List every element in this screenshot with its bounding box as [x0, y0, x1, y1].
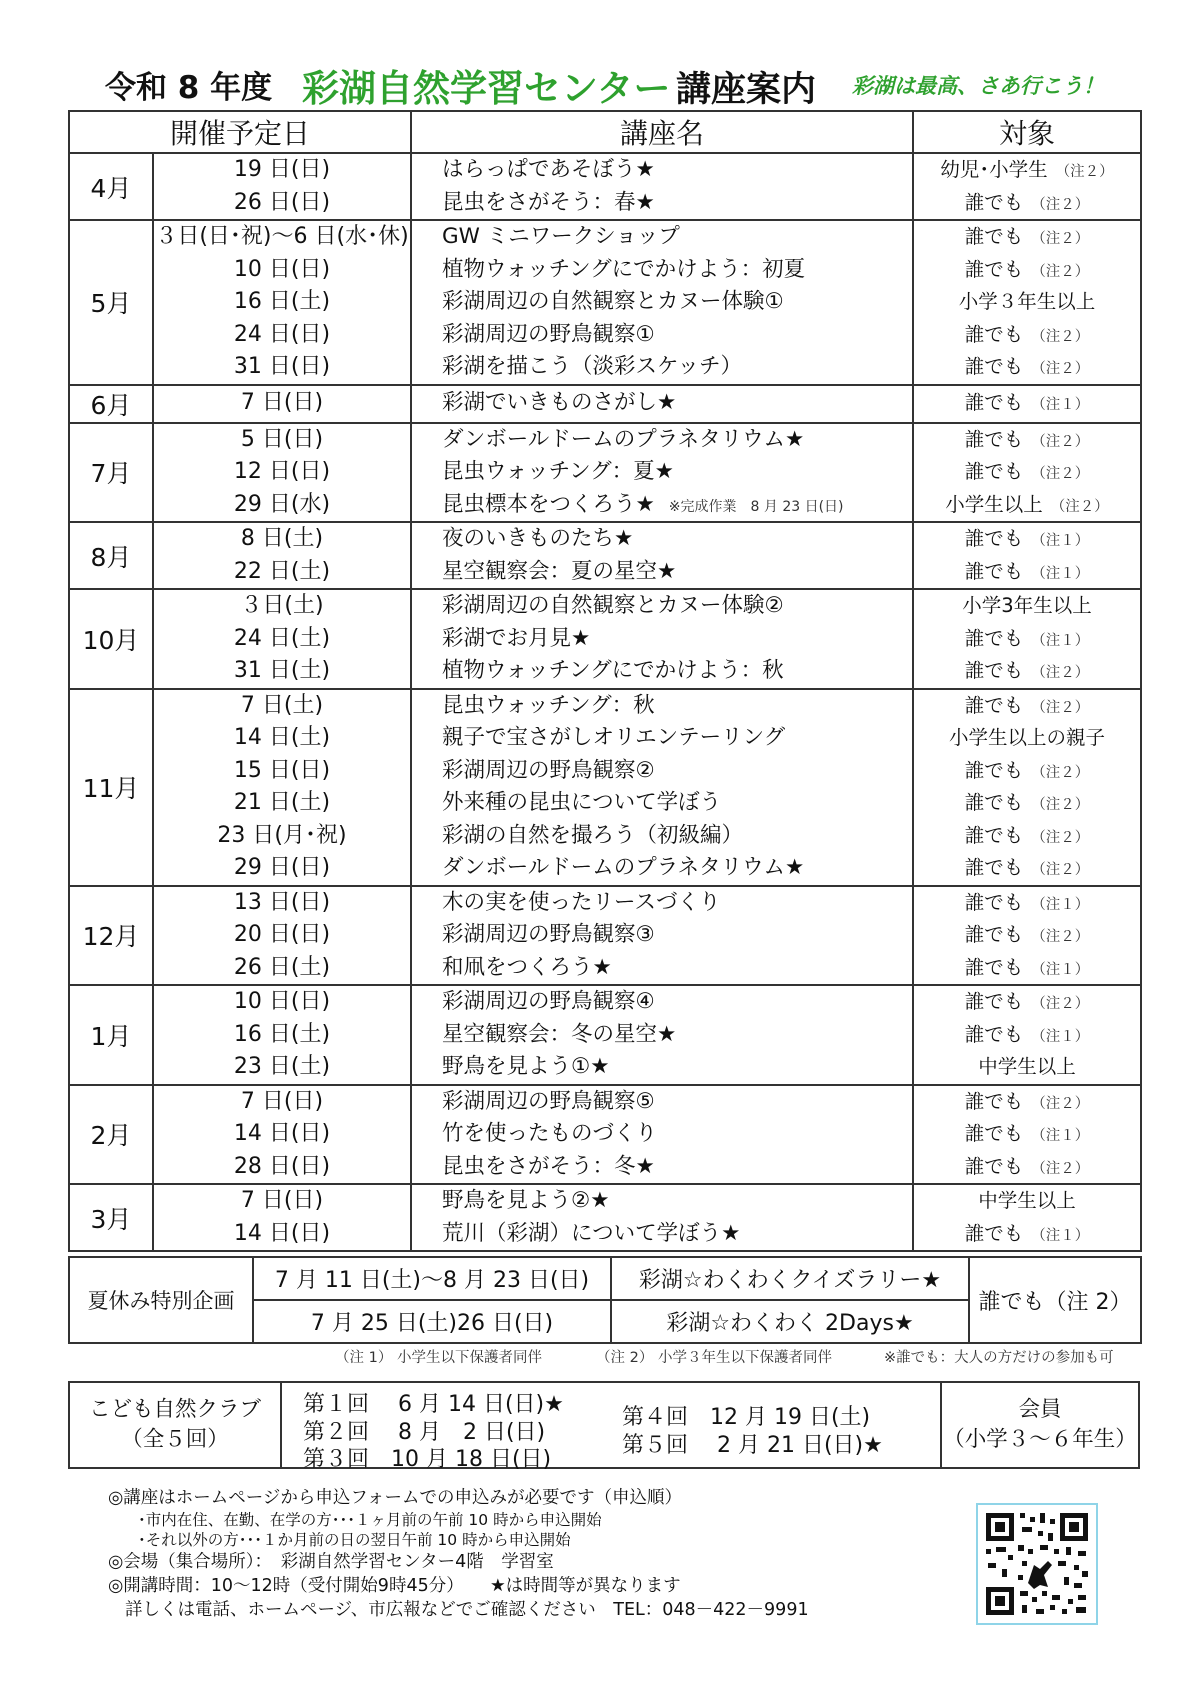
course-name [412, 1185, 912, 1218]
target-audience-text: 誰でも [964, 460, 1024, 483]
target-audience [914, 351, 1140, 384]
target-audience [914, 154, 1140, 187]
target-note: （注２） [1031, 797, 1090, 813]
target-audience-text: 誰でも [964, 257, 1024, 281]
target-audience-text: 誰でも [964, 1089, 1024, 1113]
date-cell [153, 220, 411, 385]
event-date: ３日(土) [240, 593, 324, 618]
target-audience [914, 820, 1140, 853]
summer-target: 誰でも（注 2） [969, 1257, 1141, 1343]
course-name [412, 986, 912, 1019]
event-date: 7 日(日) [240, 390, 324, 416]
target-note: （注２） [1031, 1160, 1090, 1177]
course-name-cell [411, 423, 913, 523]
course-name-text: 彩湖周辺の野鳥観察③ [442, 922, 655, 947]
target-audience [914, 690, 1140, 723]
header-center-name: 彩湖自然学習センター [302, 67, 671, 110]
course-name [412, 1151, 912, 1184]
month-label: 12月 [69, 886, 153, 986]
month-label: 3月 [69, 1184, 153, 1251]
course-name [412, 787, 912, 820]
month-row-11 [69, 1184, 1141, 1251]
target-audience-text: 誰でも [964, 1122, 1024, 1145]
course-name-text: 彩湖を描こう（淡彩スケッチ） [442, 354, 742, 379]
month-row-8 [69, 886, 1141, 986]
course-name [412, 187, 912, 220]
column-header-target: 対象 [913, 111, 1141, 153]
course-name [412, 623, 912, 656]
target-audience-text: 誰でも [964, 391, 1024, 415]
course-name [412, 1019, 912, 1052]
target-cell [913, 689, 1141, 886]
target-cell [913, 589, 1141, 689]
course-name [412, 919, 912, 952]
course-name-text: 昆虫標本をつくろう★ [442, 491, 655, 517]
month-row-7 [69, 689, 1141, 886]
course-name-text: 彩湖周辺の自然観察とカヌー体験① [442, 289, 784, 314]
target-audience-text: 誰でも [964, 527, 1024, 550]
event-date: 23 日(月･祝) [217, 822, 347, 848]
target-audience [914, 286, 1140, 319]
target-audience-text: 小学生以上 [945, 492, 1043, 516]
course-name-text: 昆虫ウォッチング：秋 [442, 692, 655, 718]
club-target-members: 会員 [1018, 1397, 1062, 1422]
month-row-5 [69, 522, 1141, 589]
event-date: 23 日(土) [233, 1054, 331, 1079]
date-cell [153, 385, 411, 423]
course-name-text: 彩湖周辺の野鳥観察④ [442, 989, 655, 1014]
course-name [412, 556, 912, 589]
event-date: 26 日(日) [233, 189, 331, 215]
target-note: （注２） [1031, 1095, 1090, 1112]
course-name-cell [411, 985, 913, 1085]
target-note: （注２） [1031, 764, 1090, 781]
date-cell [153, 985, 411, 1085]
month-row-1 [69, 153, 1141, 220]
course-name-text: 彩湖でお月見★ [442, 625, 591, 651]
course-name [412, 387, 912, 420]
month-label: 4月 [69, 153, 153, 220]
target-note: （注２） [1031, 231, 1090, 247]
course-name [412, 489, 912, 522]
info-hours: ◎開講時間：10～12時（受付開始9時45分） ★は時間等が異なります [108, 1576, 681, 1596]
event-date: 28 日(日) [233, 1153, 331, 1179]
course-name-text: 親子で宝さがしオリエンテーリング [442, 725, 786, 750]
event-date: 16 日(土) [233, 1021, 331, 1047]
date-cell [153, 689, 411, 886]
course-name [412, 523, 912, 556]
course-name-text: 外来種の昆虫について学ぼう [442, 790, 722, 815]
course-name-text: 荒川（彩湖）について学ぼう★ [442, 1220, 741, 1246]
target-note: （注１） [1031, 1128, 1090, 1144]
target-audience-text: 小学生以上の親子 [949, 726, 1106, 749]
target-audience-text: 誰でも [964, 758, 1024, 782]
date-cell [153, 153, 411, 220]
course-name-text: 彩湖周辺の野鳥観察⑤ [442, 1088, 655, 1114]
target-audience-text: 誰でも [964, 955, 1024, 979]
course-name [412, 690, 912, 723]
month-label: 1月 [69, 985, 153, 1085]
club-label [70, 1383, 282, 1467]
course-name-cell [411, 689, 913, 886]
course-name [412, 1218, 912, 1251]
summer-name-2: 彩湖☆わくわく 2Days★ [611, 1300, 969, 1343]
course-name [412, 655, 912, 688]
info-application: ◎講座はホームページから申込フォームでの申込みが必要です（申込順） [108, 1488, 683, 1508]
course-name-cell [411, 385, 913, 423]
club-session-4: 第４回 12 月 19 日(土) [622, 1405, 871, 1430]
month-label: 8月 [69, 522, 153, 589]
event-date: 8 日(土) [240, 526, 324, 551]
target-cell [913, 886, 1141, 986]
target-audience [914, 852, 1140, 885]
month-label: 5月 [69, 220, 153, 385]
month-row-3 [69, 385, 1141, 423]
target-audience [914, 1185, 1140, 1218]
course-name [412, 351, 912, 384]
course-name [412, 820, 912, 853]
event-date: 19 日(日) [233, 157, 331, 182]
target-audience [914, 623, 1140, 656]
event-date: 16 日(土) [233, 289, 331, 314]
course-name-cell [411, 1184, 913, 1251]
course-name-cell [411, 589, 913, 689]
event-date: 24 日(土) [233, 625, 331, 651]
event-date: 31 日(土) [233, 658, 331, 683]
target-audience [914, 887, 1140, 920]
target-audience [914, 187, 1140, 220]
date-cell [153, 1184, 411, 1251]
target-audience [914, 523, 1140, 556]
target-audience-text: 小学3年生以上 [962, 594, 1092, 617]
target-audience-text: 誰でも [964, 626, 1024, 650]
course-name [412, 952, 912, 985]
event-date: 14 日(日) [233, 1220, 331, 1246]
event-date: 14 日(日) [233, 1121, 331, 1146]
target-audience-text: 誰でも [964, 559, 1024, 583]
target-audience-text: 誰でも [964, 791, 1024, 814]
club-session-5: 第５回 2 月 21 日(日)★ [622, 1433, 883, 1458]
course-name [412, 254, 912, 287]
course-name [412, 1118, 912, 1151]
course-name [412, 221, 912, 254]
target-audience-text: 誰でも [964, 659, 1024, 682]
course-name-text: はらっぱであそぼう★ [442, 157, 655, 182]
target-cell [913, 153, 1141, 220]
month-label: 7月 [69, 423, 153, 523]
target-note: （注２） [1031, 263, 1090, 280]
event-date: 22 日(土) [233, 558, 331, 584]
legend-note-2: （注 2） 小学３年生以下保護者同伴 [596, 1350, 832, 1366]
course-name-cell [411, 522, 913, 589]
header-suffix: 講座案内 [676, 70, 817, 110]
event-date: 15 日(日) [233, 757, 331, 783]
target-note: （注２） [1031, 466, 1090, 482]
target-audience [914, 722, 1140, 755]
course-name-cell [411, 153, 913, 220]
target-audience-text: 誰でも [964, 427, 1024, 451]
target-audience [914, 1086, 1140, 1119]
summer-date-1: 7 月 11 日(土)～8 月 23 日(日) [253, 1257, 611, 1300]
target-audience [914, 655, 1140, 688]
course-subnote: ※完成作業 8 月 23 日(日) [668, 498, 844, 515]
event-date: 5 日(日) [240, 426, 324, 452]
month-row-9 [69, 985, 1141, 1085]
target-audience [914, 986, 1140, 1019]
target-note: （注２） [1031, 665, 1090, 681]
event-date: 10 日(日) [233, 989, 331, 1014]
course-name-text: 彩湖の自然を撮ろう（初級編） [442, 822, 744, 848]
date-cell [153, 423, 411, 523]
course-name [412, 319, 912, 352]
course-name-text: 和凧をつくろう★ [442, 954, 612, 980]
summer-special-table [68, 1256, 1142, 1344]
course-name-cell [411, 1085, 913, 1185]
event-date: 12 日(日) [233, 459, 331, 484]
summer-name-1: 彩湖☆わくわくクイズラリー★ [611, 1257, 969, 1300]
course-name-text: 昆虫ウォッチング：夏★ [442, 459, 674, 484]
course-name-text: 彩湖周辺の野鳥観察② [442, 757, 655, 783]
event-date: 7 日(日) [240, 1088, 324, 1114]
month-label: 11月 [69, 689, 153, 886]
target-cell [913, 985, 1141, 1085]
course-name-text: 植物ウォッチングにでかけよう：初夏 [442, 256, 806, 282]
course-name-text: 昆虫をさがそう：春★ [442, 189, 655, 215]
event-date: 26 日(土) [233, 954, 331, 980]
course-name-text: GW ミニワークショップ [442, 224, 680, 249]
target-note: （注２） [1031, 929, 1090, 945]
target-audience [914, 221, 1140, 254]
target-audience [914, 1151, 1140, 1184]
month-row-6 [69, 589, 1141, 689]
event-date: 24 日(日) [233, 321, 331, 347]
date-cell [153, 1085, 411, 1185]
target-audience [914, 1118, 1140, 1151]
course-name [412, 456, 912, 489]
info-venue: ◎会場（集合場所）： 彩湖自然学習センター4階 学習室 [108, 1552, 554, 1572]
course-name-text: ダンボールドームのプラネタリウム★ [442, 855, 805, 880]
column-header-date: 開催予定日 [69, 111, 411, 153]
event-date: 29 日(水) [233, 491, 331, 517]
course-name-text: 竹を使ったものづくり [442, 1121, 658, 1146]
course-name-cell [411, 220, 913, 385]
course-name [412, 154, 912, 187]
course-name [412, 286, 912, 319]
target-note: （注２） [1031, 996, 1090, 1012]
legend-note-3: ※誰でも：大人の方だけの参加も可 [884, 1350, 1114, 1366]
target-audience-text: 誰でも [964, 923, 1024, 946]
course-name-text: 彩湖周辺の自然観察とカヌー体験② [442, 593, 784, 618]
date-cell [153, 886, 411, 986]
course-name-text: ダンボールドームのプラネタリウム★ [442, 426, 805, 452]
qr-code[interactable] [976, 1503, 1098, 1625]
header-slogan: 彩湖は最高、さあ行こう！ [852, 74, 1104, 98]
event-date: 7 日(日) [240, 1188, 324, 1213]
target-audience [914, 755, 1140, 788]
target-note: （注２） [1050, 498, 1109, 515]
course-name-text: 彩湖でいきものさがし★ [442, 390, 677, 416]
info-section [108, 1486, 809, 1622]
target-audience [914, 456, 1140, 489]
summer-date-2: 7 月 25 日(土)26 日(日) [253, 1300, 611, 1343]
club-session-1: 第１回 6 月 14 日(日)★ [303, 1392, 564, 1417]
target-cell [913, 423, 1141, 523]
target-audience [914, 1019, 1140, 1052]
target-note: （注２） [1031, 328, 1090, 345]
target-note: （注１） [1031, 565, 1090, 582]
info-contact: 詳しくは電話、ホームページ、市広報などでご確認ください TEL：048－422－9991 [125, 1600, 809, 1620]
course-name [412, 852, 912, 885]
target-cell [913, 220, 1141, 385]
target-note: （注１） [1031, 397, 1090, 414]
course-name-text: 夜のいきものたち★ [442, 526, 634, 551]
event-date: 20 日(日) [233, 922, 331, 947]
target-audience [914, 387, 1140, 420]
schedule-body [69, 153, 1141, 1251]
target-audience-text: 誰でも [964, 856, 1024, 879]
course-name [412, 887, 912, 920]
course-name [412, 722, 912, 755]
target-audience-text: 中学生以上 [978, 1189, 1076, 1212]
schedule-table [68, 110, 1142, 1252]
course-name-text: 星空観察会：夏の星空★ [442, 558, 677, 584]
course-name-cell [411, 886, 913, 986]
event-date: 10 日(日) [233, 256, 331, 282]
course-name-text: 彩湖周辺の野鳥観察① [442, 321, 655, 347]
target-audience-text: 小学３年生以上 [958, 290, 1096, 313]
target-note: （注１） [1031, 1227, 1090, 1244]
month-row-4 [69, 423, 1141, 523]
target-note: （注１） [1031, 896, 1090, 913]
target-cell [913, 385, 1141, 423]
target-audience-text: 誰でも [964, 190, 1024, 214]
course-name-text: 植物ウォッチングにでかけよう：秋 [442, 658, 784, 683]
club-session-3: 第３回 10 月 18 日(日) [303, 1447, 552, 1472]
target-audience-text: 誰でも [964, 1022, 1024, 1046]
event-date: 29 日(日) [233, 855, 331, 880]
target-audience [914, 787, 1140, 820]
target-audience-text: 誰でも [964, 990, 1024, 1013]
legend [0, 1346, 1200, 1368]
target-audience-text: 誰でも [964, 355, 1024, 378]
course-name [412, 1086, 912, 1119]
target-audience [914, 590, 1140, 623]
month-row-10 [69, 1085, 1141, 1185]
course-name-text: 木の実を使ったリースづくり [442, 889, 721, 915]
target-note: （注２） [1031, 433, 1090, 450]
target-audience-text: 中学生以上 [978, 1055, 1076, 1078]
qr-code-icon [978, 1505, 1096, 1623]
month-label: 6月 [69, 385, 153, 423]
event-date: 14 日(土) [233, 725, 331, 750]
target-audience-text: 誰でも [964, 693, 1024, 717]
target-audience-text: 誰でも [964, 890, 1024, 914]
target-note: （注２） [1031, 699, 1090, 716]
club-target [940, 1383, 1138, 1467]
target-audience-text: 誰でも [964, 225, 1024, 248]
date-cell [153, 522, 411, 589]
course-name [412, 1051, 912, 1084]
legend-note-1: （注 1） 小学生以下保護者同伴 [335, 1350, 542, 1366]
target-audience [914, 254, 1140, 287]
event-date: 21 日(土) [233, 790, 331, 815]
event-date: ３日(日･祝)～6 日(水･休) [155, 224, 409, 249]
target-note: （注２） [1055, 164, 1114, 180]
event-date: 31 日(日) [233, 354, 331, 379]
target-audience [914, 424, 1140, 457]
target-note: （注２） [1031, 361, 1090, 377]
target-cell [913, 1184, 1141, 1251]
kids-nature-club [68, 1381, 1140, 1472]
target-note: （注１） [1031, 632, 1090, 649]
target-audience-text: 誰でも [964, 1154, 1024, 1178]
course-name-text: 野鳥を見よう①★ [442, 1054, 610, 1079]
club-label-title: こども自然クラブ [88, 1397, 261, 1422]
event-date: 13 日(日) [233, 889, 331, 915]
target-audience [914, 919, 1140, 952]
target-note: （注２） [1031, 829, 1090, 846]
club-session-2: 第２回 8 月 2 日(日) [303, 1420, 546, 1445]
schedule-header-row [69, 111, 1141, 153]
target-audience [914, 489, 1140, 522]
target-note: （注２） [1031, 196, 1090, 213]
target-audience-text: 誰でも [964, 823, 1024, 847]
target-note: （注１） [1031, 961, 1090, 978]
target-cell [913, 522, 1141, 589]
event-date: 7 日(土) [240, 692, 324, 718]
summer-label: 夏休み特別企画 [69, 1257, 253, 1343]
target-audience [914, 952, 1140, 985]
course-name-text: 星空観察会：冬の星空★ [442, 1021, 677, 1047]
target-note: （注２） [1031, 862, 1090, 878]
target-audience-text: 誰でも [964, 322, 1024, 346]
document-header [0, 58, 1200, 118]
month-label: 10月 [69, 589, 153, 689]
target-audience [914, 1218, 1140, 1251]
header-year: 令和 8 年度 [105, 70, 273, 106]
target-audience-text: 幼児･小学生 [940, 158, 1048, 181]
date-cell [153, 589, 411, 689]
month-row-2 [69, 220, 1141, 385]
target-audience [914, 1051, 1140, 1084]
course-name-text: 昆虫をさがそう：冬★ [442, 1153, 655, 1179]
column-header-name: 講座名 [411, 111, 913, 153]
target-note: （注１） [1031, 533, 1090, 549]
target-audience-text: 誰でも [964, 1221, 1024, 1245]
target-note: （注１） [1031, 1028, 1090, 1045]
info-application-other: ･それ以外の方･･･１か月前の日の翌日午前 10 時から申込開始 [138, 1531, 571, 1549]
club-target-grades: （小学３～６年生） [943, 1427, 1137, 1452]
club-label-count: （全５回） [121, 1427, 229, 1452]
course-name [412, 424, 912, 457]
target-audience [914, 319, 1140, 352]
info-application-resident: ･市内在住、在勤、在学の方･･･１ヶ月前の午前 10 時から申込開始 [138, 1511, 602, 1529]
month-label: 2月 [69, 1085, 153, 1185]
target-cell [913, 1085, 1141, 1185]
course-name [412, 755, 912, 788]
target-audience [914, 556, 1140, 589]
course-name [412, 590, 912, 623]
course-name-text: 野鳥を見よう②★ [442, 1188, 610, 1213]
